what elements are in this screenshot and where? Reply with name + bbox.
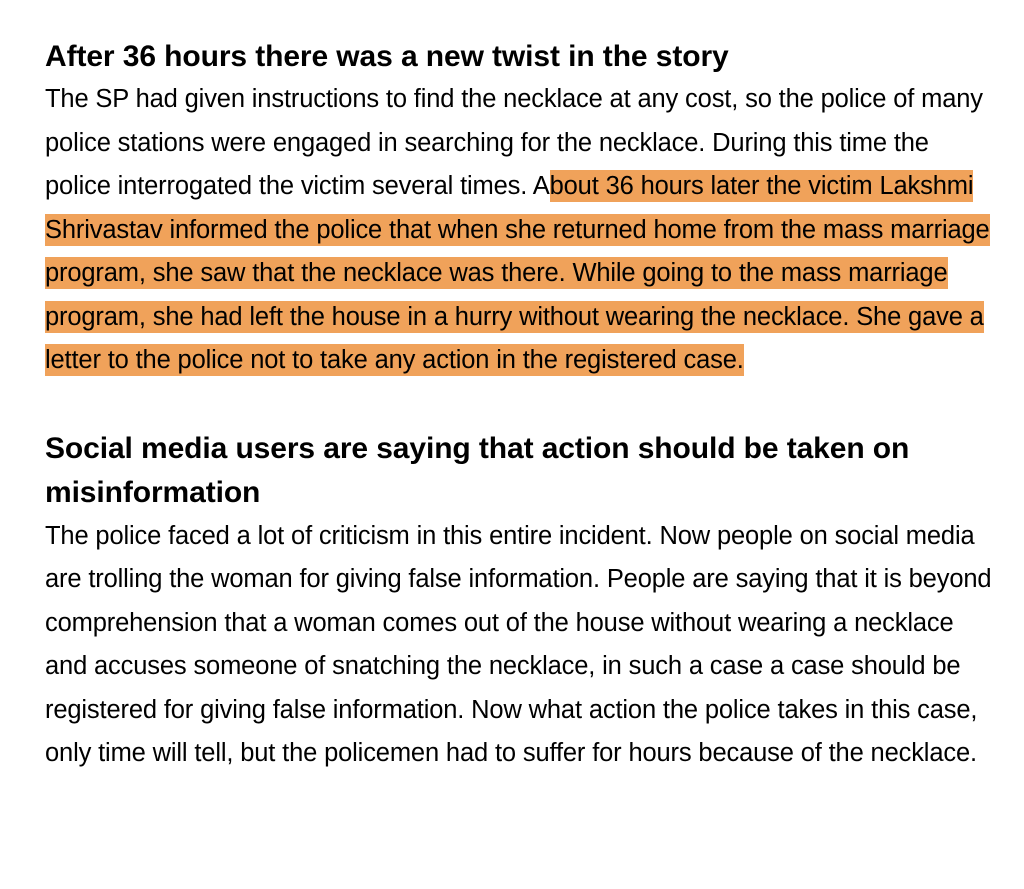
section-paragraph: The police faced a lot of criticism in this entire incident. Now people on social media are trolling the woman for giving false information. People are saying that it is beyond comprehension that a woman comes out of the house without wearing a necklace and accuses someone of snatching the necklace, in such a case a case should be registered for giving false information. Now what action the police takes in this case, only time will tell, but the policemen had to suffer for hours because of the necklace. [45, 521, 992, 767]
article-body [45, 36, 1000, 776]
section-paragraph [45, 78, 1000, 383]
section-heading: Social media users are saying that action should be taken on misinformation [45, 431, 910, 509]
section-heading: After 36 hours there was a new twist in the story [45, 40, 729, 73]
highlighted-text: bout 36 hours later the victim Lakshmi Shrivastav informed the police that when she returned home from the mass marriage program, she saw that the necklace was there. While going to the mass marriage program, she had left the house in a hurry without wearing the necklace. She gave a letter to the police not to take any action in the registered case. [45, 172, 990, 374]
section-new-twist [45, 36, 1000, 383]
paragraph-text: The SP had given instructions to find the necklace at any cost, so the police of many police stations were engaged in searching for the necklace. During this time the police interrogated the victim several times. A [45, 85, 983, 200]
section-social-media [45, 427, 1000, 776]
